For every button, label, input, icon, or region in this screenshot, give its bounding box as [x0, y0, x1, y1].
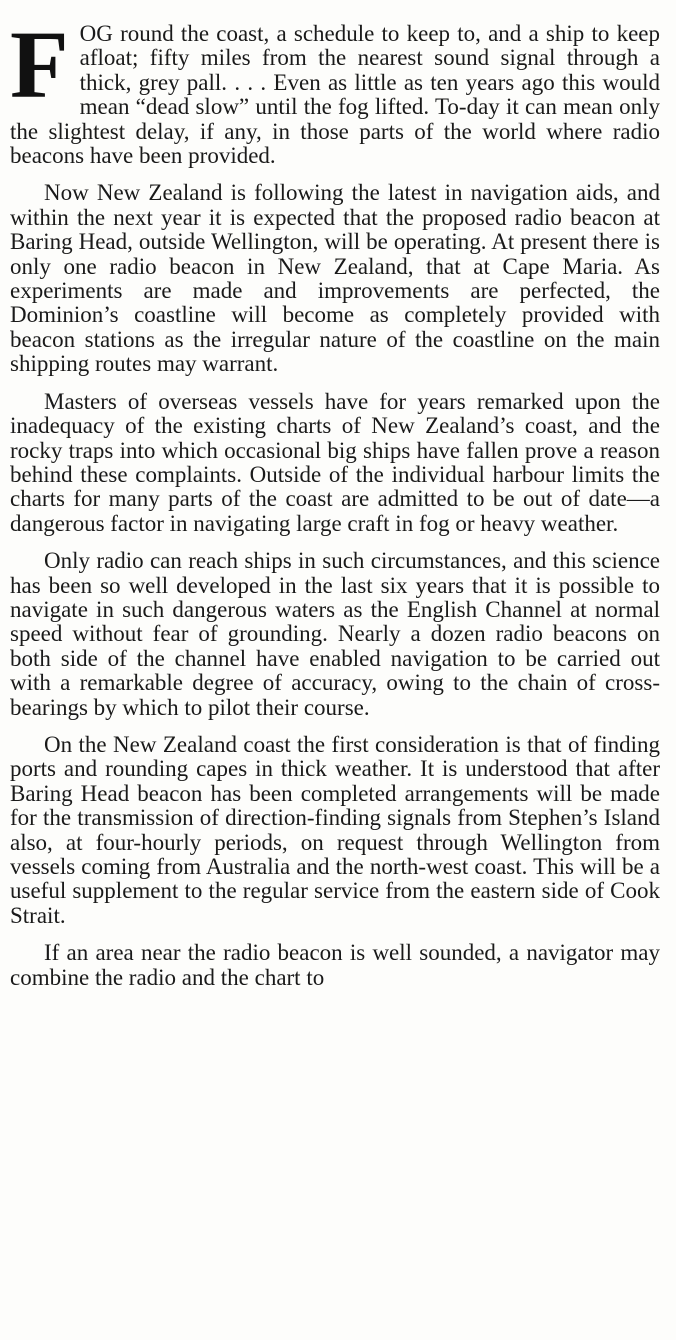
article-paragraph-6: If an area near the radio beacon is well sounded, a navigator may combine the radio and the chart to: [10, 940, 660, 990]
article-column: [10, 11, 660, 990]
article-paragraph-2: Now New Zealand is following the latest in navigation aids, and within the next year it is expected that the proposed radio beacon at Baring Head, outside Wellington, will be operating. At present there is only one radio beacon in New Zealand, that at Cape Maria. As experiments are made and improvements are perfected, the Dominion’s coastline will become as completely provided with beacon stations as the irregular nature of the coastline on the main shipping routes may warrant.: [10, 180, 660, 377]
article-paragraph-4: Only radio can reach ships in such circumstances, and this science has been so well developed in the last six years that it is possible to navigate in such dangerous waters as the English Channel at normal speed without fear of grounding. Nearly a dozen radio beacons on both side of the channel have enabled navigation to be carried out with a remarkable degree of accuracy, owing to the chain of cross-bearings by which to pilot their course.: [10, 548, 660, 720]
article-paragraph-5: On the New Zealand coast the first consideration is that of finding ports and rounding capes in thick weather. It is understood that after Baring Head beacon has been completed arrangements will be made for the transmission of direction-finding signals from Stephen’s Island also, at four-hourly periods, on request through Wellington from vessels coming from Australia and the north-west coast. This will be a useful supplement to the regular service from the eastern side of Cook Strait.: [10, 731, 660, 928]
drop-cap: F: [10, 11, 70, 118]
article-paragraph-1: [10, 11, 660, 169]
article-paragraph-3: Masters of overseas vessels have for years remarked upon the inadequacy of the existing charts of New Zealand’s coast, and the rocky traps into which occasional big ships have fallen prove a reason behind these complaints. Outside of the individual harbour limits the charts for many parts of the coast are admitted to be out of date—a dangerous factor in navigating large craft in fog or heavy weather.: [10, 388, 660, 536]
paragraph-text: OG round the coast, a schedule to keep to, and a ship to keep afloat; fifty miles from the nearest sound signal through a thick, grey pall. . . . Even as little as ten years ago this would mean “dead slow” until the fog lifted. To-day it can mean only the slightest delay, if any, in those parts of the world where radio beacons have been provided.: [10, 21, 660, 169]
